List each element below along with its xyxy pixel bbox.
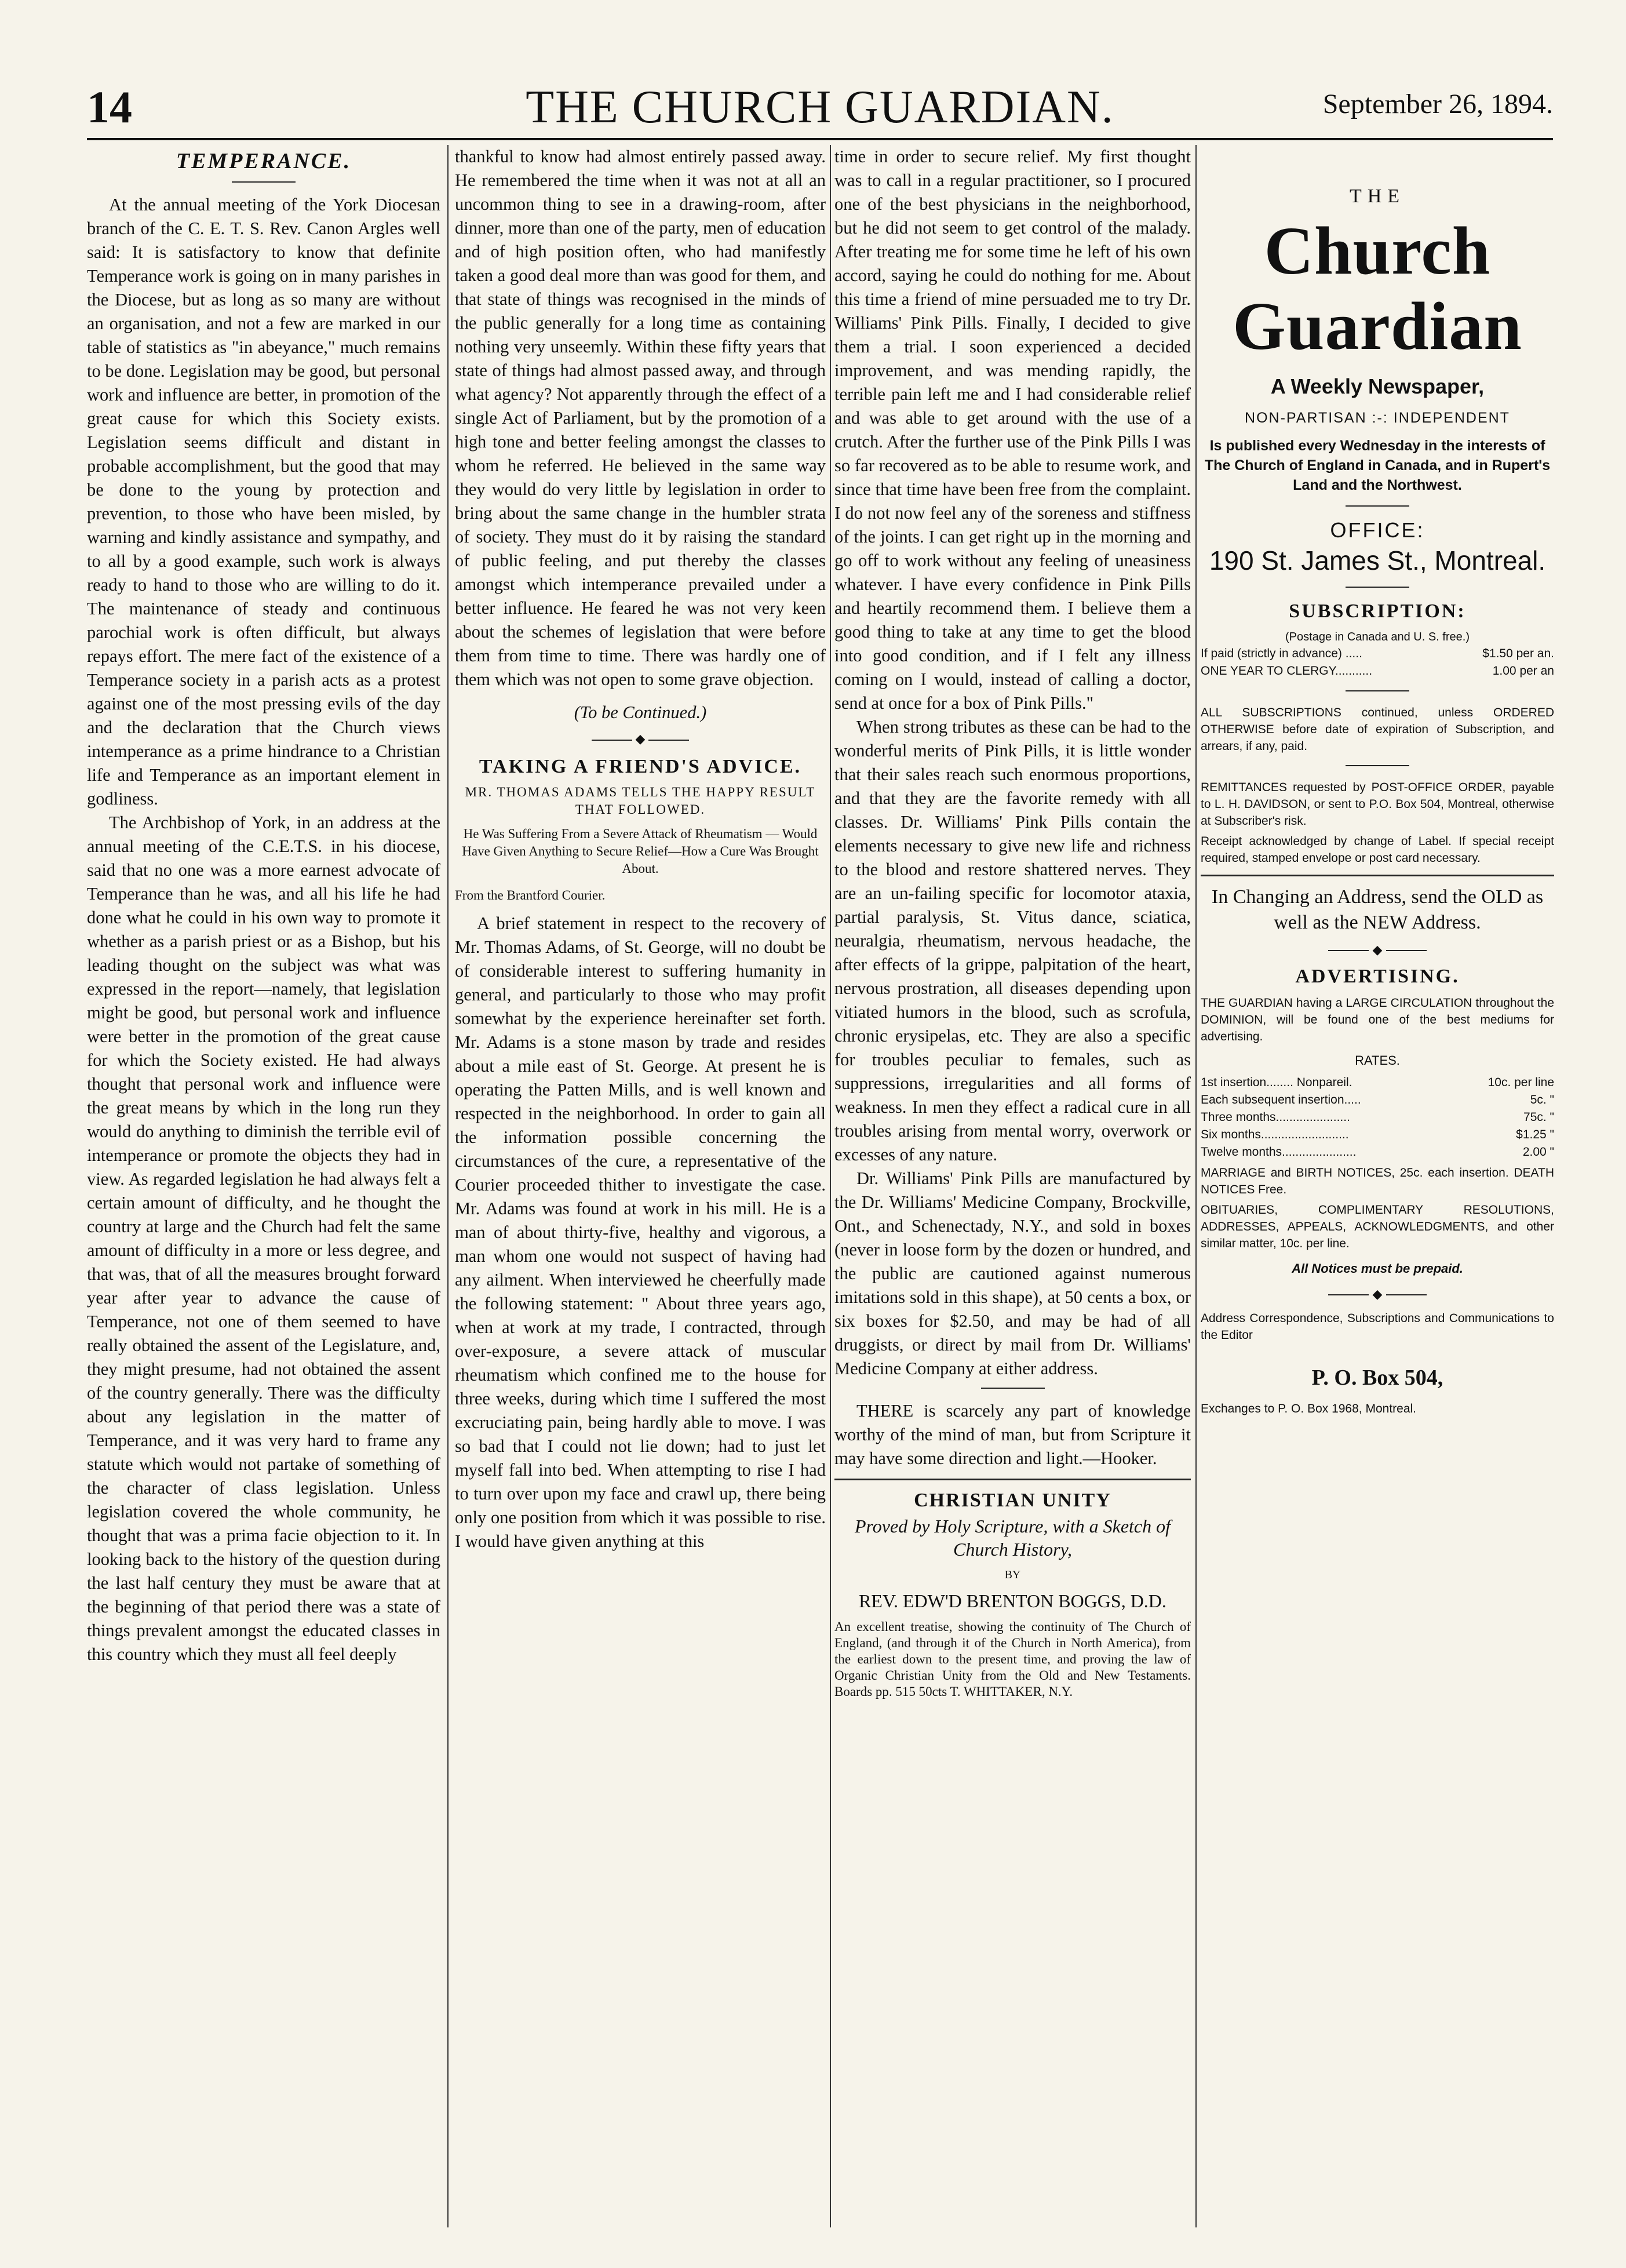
rate-row: Each subsequent insertion..... 5c. ": [1201, 1093, 1554, 1106]
rate-row: Twelve months...................... 2.00 ": [1201, 1145, 1554, 1159]
rate-row: Three months...................... 75c. ": [1201, 1111, 1554, 1124]
article-paragraph: thankful to know had almost entirely passed away. He remembered the time when it was not at all an uncommon thing to see in a drawing-room, after dinner, more than one of the party, men of education and of high position often, who had manifestly taken a good deal more than was good for them, and that state of things was recognised in the minds of the public generally for a long time as containing nothing very unseemly. Within these fifty years that state of things had almost passed away, and through what agency? Not apparently through the effect of a single Act of Parliament, but by the promotion of a high tone and better feeling amongst the classes to whom he referred. He believed in the same way they would do very little by legislation in order to bring about the same change in the humbler strata of society. They must do it by raising the standard of public feeling, and put thereby the classes amongst which intemperance prevailed under a better influence. He feared he was not very keen about the schemes of legislation that were before them from time to time. There was hardly one of them which was not open to some grave objection.: [455, 147, 826, 689]
rate-row: Six months.......................... $1.25 ": [1201, 1128, 1554, 1141]
po-box: P. O. Box 504,: [1311, 1366, 1443, 1390]
column-4-publisher-info: [1201, 145, 1554, 2227]
ornament-rule: ◆: [1201, 1288, 1554, 1301]
article-paragraph: At the annual meeting of the York Diocesan branch of the C. E. T. S. Rev. Canon Argles well said: It is satisfactory to know that definite Temperance work is going on in many parishes in the Diocese, but as long as so many are without an organisation, and not a few are marked in our table of statistics as "in abeyance," much remains to be done. Legislation may be good, but personal work and influence are better, in promotion of the great cause for which this Society exists. Legislation seems difficult and distant in probable accomplishment, but the good that may be done to the young by protection and prevention, to those who have been misled, by warning and kindly assistance and sympathy, and to all by a good example, such work is always ready to hand to those who are willing to do it. The maintenance of steady and continuous parochial work is often difficult, but always repays effort. The mere fact of the existence of a Temperance society in a parish acts as a protest against one of the most pressing evils of the day and the declaration that the Church views intemperance as a prime hindrance to a Christian life and Temperance as an important element in godliness.: [87, 195, 440, 809]
source-credit: From the Brantford Courier.: [455, 888, 606, 902]
book-ad-description: An excellent treatise, showing the continuity of The Church of England, (and through it of the Church in North America), from the earliest down to the present time, and proving the law of Organic Christian Unity from the Old and New Testaments. Boards pp. 515 50cts T. WHITTAKER, N.Y.: [834, 1619, 1191, 1699]
column-2: [455, 145, 826, 2227]
column-divider: [1195, 145, 1197, 2227]
nameplate-the: THE: [1349, 185, 1406, 207]
correspondence-address: Address Correspondence, Subscriptions and Communications to the Editor: [1201, 1312, 1554, 1342]
article-paragraph: A brief statement in respect to the recovery of Mr. Thomas Adams, of St. George, will no doubt be of considerable interest to suffering humanity in general, and particularly to those who may profit somewhat by the experience hereinafter set forth. Mr. Adams is a stone mason by trade and resides about a mile east of St. George. At present he is operating the Patten Mills, and is well known and respected in the neighborhood. In order to gain all the information possible concerning the circumstances of the cure, a representative of the Courier proceeded thither to investigate the case. Mr. Adams was found at work in his mill. He is a man of about thirty-five, healthy and vigorous, a man whom one would not suspect of having had any ailment. When interviewed he cheerfully made the following statement: " About three years ago, when at work at my trade, I contracted, through over-exposure, a severe attack of muscular rheumatism which confined me to the house for three weeks, during which time I suffered the most excruciating pain, being hardly able to move. I was so bad that I could not lie down; had to just let myself fall into bed. When attempting to rise I had to turn over upon my face and crawl up, there being only one position from which it was possible to rise. I would have given anything at this: [455, 913, 826, 1551]
column-divider: [830, 145, 831, 2227]
publication-statement: Is published every Wednesday in the interests of The Church of England in Canada, and in Rupert's Land and the Northwest.: [1204, 438, 1551, 493]
book-ad-subtitle: Proved by Holy Scripture, with a Sketch of Church History,: [854, 1516, 1171, 1560]
section-rule: [1346, 587, 1409, 588]
quotation-paragraph: THERE is scarcely any part of knowledge worthy of the mind of man, but from Scripture it may have some direction and light.—Hooker.: [834, 1401, 1191, 1468]
column-3: [834, 145, 1191, 2227]
advertising-text: THE GUARDIAN having a LARGE CIRCULATION throughout the DOMINION, will be found one of the best mediums for advertising.: [1201, 996, 1554, 1043]
nonpartisan-line: NON-PARTISAN :-: INDEPENDENT: [1245, 410, 1510, 426]
publication-title: THE CHURCH GUARDIAN.: [526, 82, 1114, 133]
section-rule: [1201, 875, 1554, 876]
obituaries-notice: OBITUARIES, COMPLIMENTARY RESOLUTIONS, ADDRESSES, APPEALS, ACKNOWLEDGMENTS, and other similar matter, 10c. per line.: [1201, 1203, 1554, 1250]
ornament-rule: ◆: [455, 733, 826, 745]
price-row: If paid (strictly in advance) ..... $1.50 per an.: [1201, 647, 1554, 660]
postage-note: (Postage in Canada and U. S. free.): [1285, 631, 1470, 643]
article-heading-friends-advice: TAKING A FRIEND'S ADVICE.: [479, 756, 802, 777]
nameplate-title: Church Guardian: [1233, 213, 1522, 364]
book-ad-by: BY: [1004, 1568, 1021, 1581]
book-ad-author: REV. EDW'D BRENTON BOGGS, D.D.: [859, 1590, 1166, 1611]
section-rule: [834, 1479, 1191, 1480]
rate-row: 1st insertion........ Nonpareil. 10c. per line: [1201, 1076, 1554, 1089]
article-deck: MR. THOMAS ADAMS TELLS THE HAPPY RESULT THAT FOLLOWED.: [465, 785, 816, 817]
advertising-heading: ADVERTISING.: [1295, 966, 1460, 987]
section-rule: [1346, 765, 1409, 766]
remittances-note: REMITTANCES requested by POST-OFFICE ORDER, payable to L. H. DAVIDSON, or sent to P.O. Box 504, Montreal, otherwise at Subscriber's risk.: [1201, 781, 1554, 828]
page-header: [87, 81, 1553, 133]
article-paragraph: Dr. Williams' Pink Pills are manufactured by the Dr. Williams' Medicine Company, Brockville, Ont., and Schenectady, N.Y., and sold in boxes (never in loose form by the dozen or hundred, and the public are cautioned against numerous imitations sold in this shape), at 50 cents a box, or six boxes for $2.50, and may be had of all druggists, or direct by mail from Dr. Williams' Medicine Company at either address.: [834, 1168, 1191, 1378]
article-subdeck: He Was Suffering From a Severe Attack of Rheumatism — Would Have Given Anything to Secure Relief—How a Cure Was Brought About.: [462, 827, 819, 876]
article-paragraph: When strong tributes as these can be had to the wonderful merits of Pink Pills, it is little wonder that their sales reach such enormous proportions, and that they are the favorite remedy with all classes. Dr. Williams' Pink Pills contain the elements necessary to give new life and richness to the blood and restore shattered nerves. They are an un-failing specific for locomotor ataxia, partial paralysis, St. Vitus dance, sciatica, neuralgia, rheumatism, nervous headache, the after effects of la grippe, palpitation of the heart, nervous prostration, all diseases depending upon vitiated humors in the blood, such as scrofula, chronic erysipelas, etc. They are also a specific for troubles peculiar to females, such as suppressions, irregularities and all forms of weakness. In men they effect a radical cure in all troubles arising from mental worry, overwork or excesses of any nature.: [834, 717, 1191, 1164]
to-be-continued: (To be Continued.): [574, 702, 707, 722]
article-paragraph: time in order to secure relief. My first thought was to call in a regular practitioner, so I procured one of the best physicians in the neighborhood, but he did not seem to get control of the malady. After treating me for some time he left of his own accord, saying he could do nothing for me. About this time a friend of mine persuaded me to try Dr. Williams' Pink Pills. Finally, I decided to give them a trial. I soon experienced a decided improvement, and was mending rapidly, the terrible pain left me and I had considerable relief and was able to get around with the use of a crutch. After the further use of the Pink Pills I was so far recovered as to be able to resume work, and since that time have been free from the complaint. I do not now feel any of the soreness and stiffness of the joints. I can get right up in the morning and go off to work without any feeling of uneasiness whatever. I have every confidence in Pink Pills and heartily recommend them. I believe them a good thing to take at any time to get the blood into good condition, and if I felt any illness coming on I would, instead of calling a doctor, send at once for a box of Pink Pills.": [834, 147, 1191, 713]
marriage-notices: MARRIAGE and BIRTH NOTICES, 25c. each insertion. DEATH NOTICES Free.: [1201, 1166, 1554, 1196]
article-heading-temperance: TEMPERANCE.: [176, 149, 352, 173]
subscriptions-note: ALL SUBSCRIPTIONS continued, unless ORDERED OTHERWISE before date of expiration of Subscription, and arrears, if any, paid.: [1201, 706, 1554, 753]
section-rule: [981, 1388, 1045, 1389]
column-1: [87, 145, 440, 2227]
article-paragraph: The Archbishop of York, in an address at the annual meeting of the C.E.T.S. in his diocese, said that no one was a more earnest advocate of Temperance than he was, and all his life he had done what he could in his own way to promote it whether as a parish priest or as a Bishop, but his leading thought on the subject was what was expressed in the report—namely, that legislation might be good, but personal work and influence were better in the promotion of the great cause for which the Society existed. He had always thought that personal work and influence were the great means by which in the long run they would do anything to diminish the terrible evil of intemperance or promote the objects they had in view. As regarded legislation he had always felt a certain amount of difficulty, and he thought the country at large and the Church had felt the same amount of difficulty in a more or less degree, and that was, that of all the measures brought forward year after year to advance the cause of Temperance, not one of them seemed to have really obtained the assent of the Legislature, and, they might presume, had not obtained the assent of the country generally. There was the difficulty about any legislation in the matter of Temperance, and it was very hard to frame any statute which would not partake of something of the character of class legislation. Unless legislation covered the whole community, he thought that was a prima facie objection to it. In looking back to the history of the question during the last half century they must be aware that at the beginning of that period there was a state of things prevalent amongst the educated classes in this country which they must all feel deeply: [87, 813, 440, 1664]
header-rule: [87, 138, 1553, 140]
change-of-address-note: In Changing an Address, send the OLD as well as the NEW Address.: [1211, 886, 1544, 933]
receipt-note: Receipt acknowledged by change of Label. If special receipt required, stamped envelope or post card necessary.: [1201, 835, 1554, 865]
page-number: 14: [87, 82, 132, 132]
prepaid-notice: All Notices must be prepaid.: [1292, 1261, 1463, 1276]
section-rule: [1346, 505, 1409, 507]
office-label: OFFICE:: [1330, 518, 1425, 542]
nameplate-tagline: A Weekly Newspaper,: [1270, 374, 1485, 398]
issue-date: September 26, 1894.: [1322, 89, 1553, 119]
book-ad-title: CHRISTIAN UNITY: [914, 1490, 1111, 1511]
section-rule: [1346, 690, 1409, 691]
office-address: 190 St. James St., Montreal.: [1209, 545, 1546, 576]
heading-rule: [232, 181, 296, 183]
subscription-heading: SUBSCRIPTION:: [1289, 600, 1466, 622]
price-row: ONE YEAR TO CLERGY........... 1.00 per an: [1201, 664, 1554, 678]
ornament-rule: ◆: [1201, 944, 1554, 956]
column-divider: [447, 145, 449, 2227]
exchanges-address: Exchanges to P. O. Box 1968, Montreal.: [1201, 1402, 1417, 1415]
rates-heading: RATES.: [1355, 1053, 1400, 1068]
